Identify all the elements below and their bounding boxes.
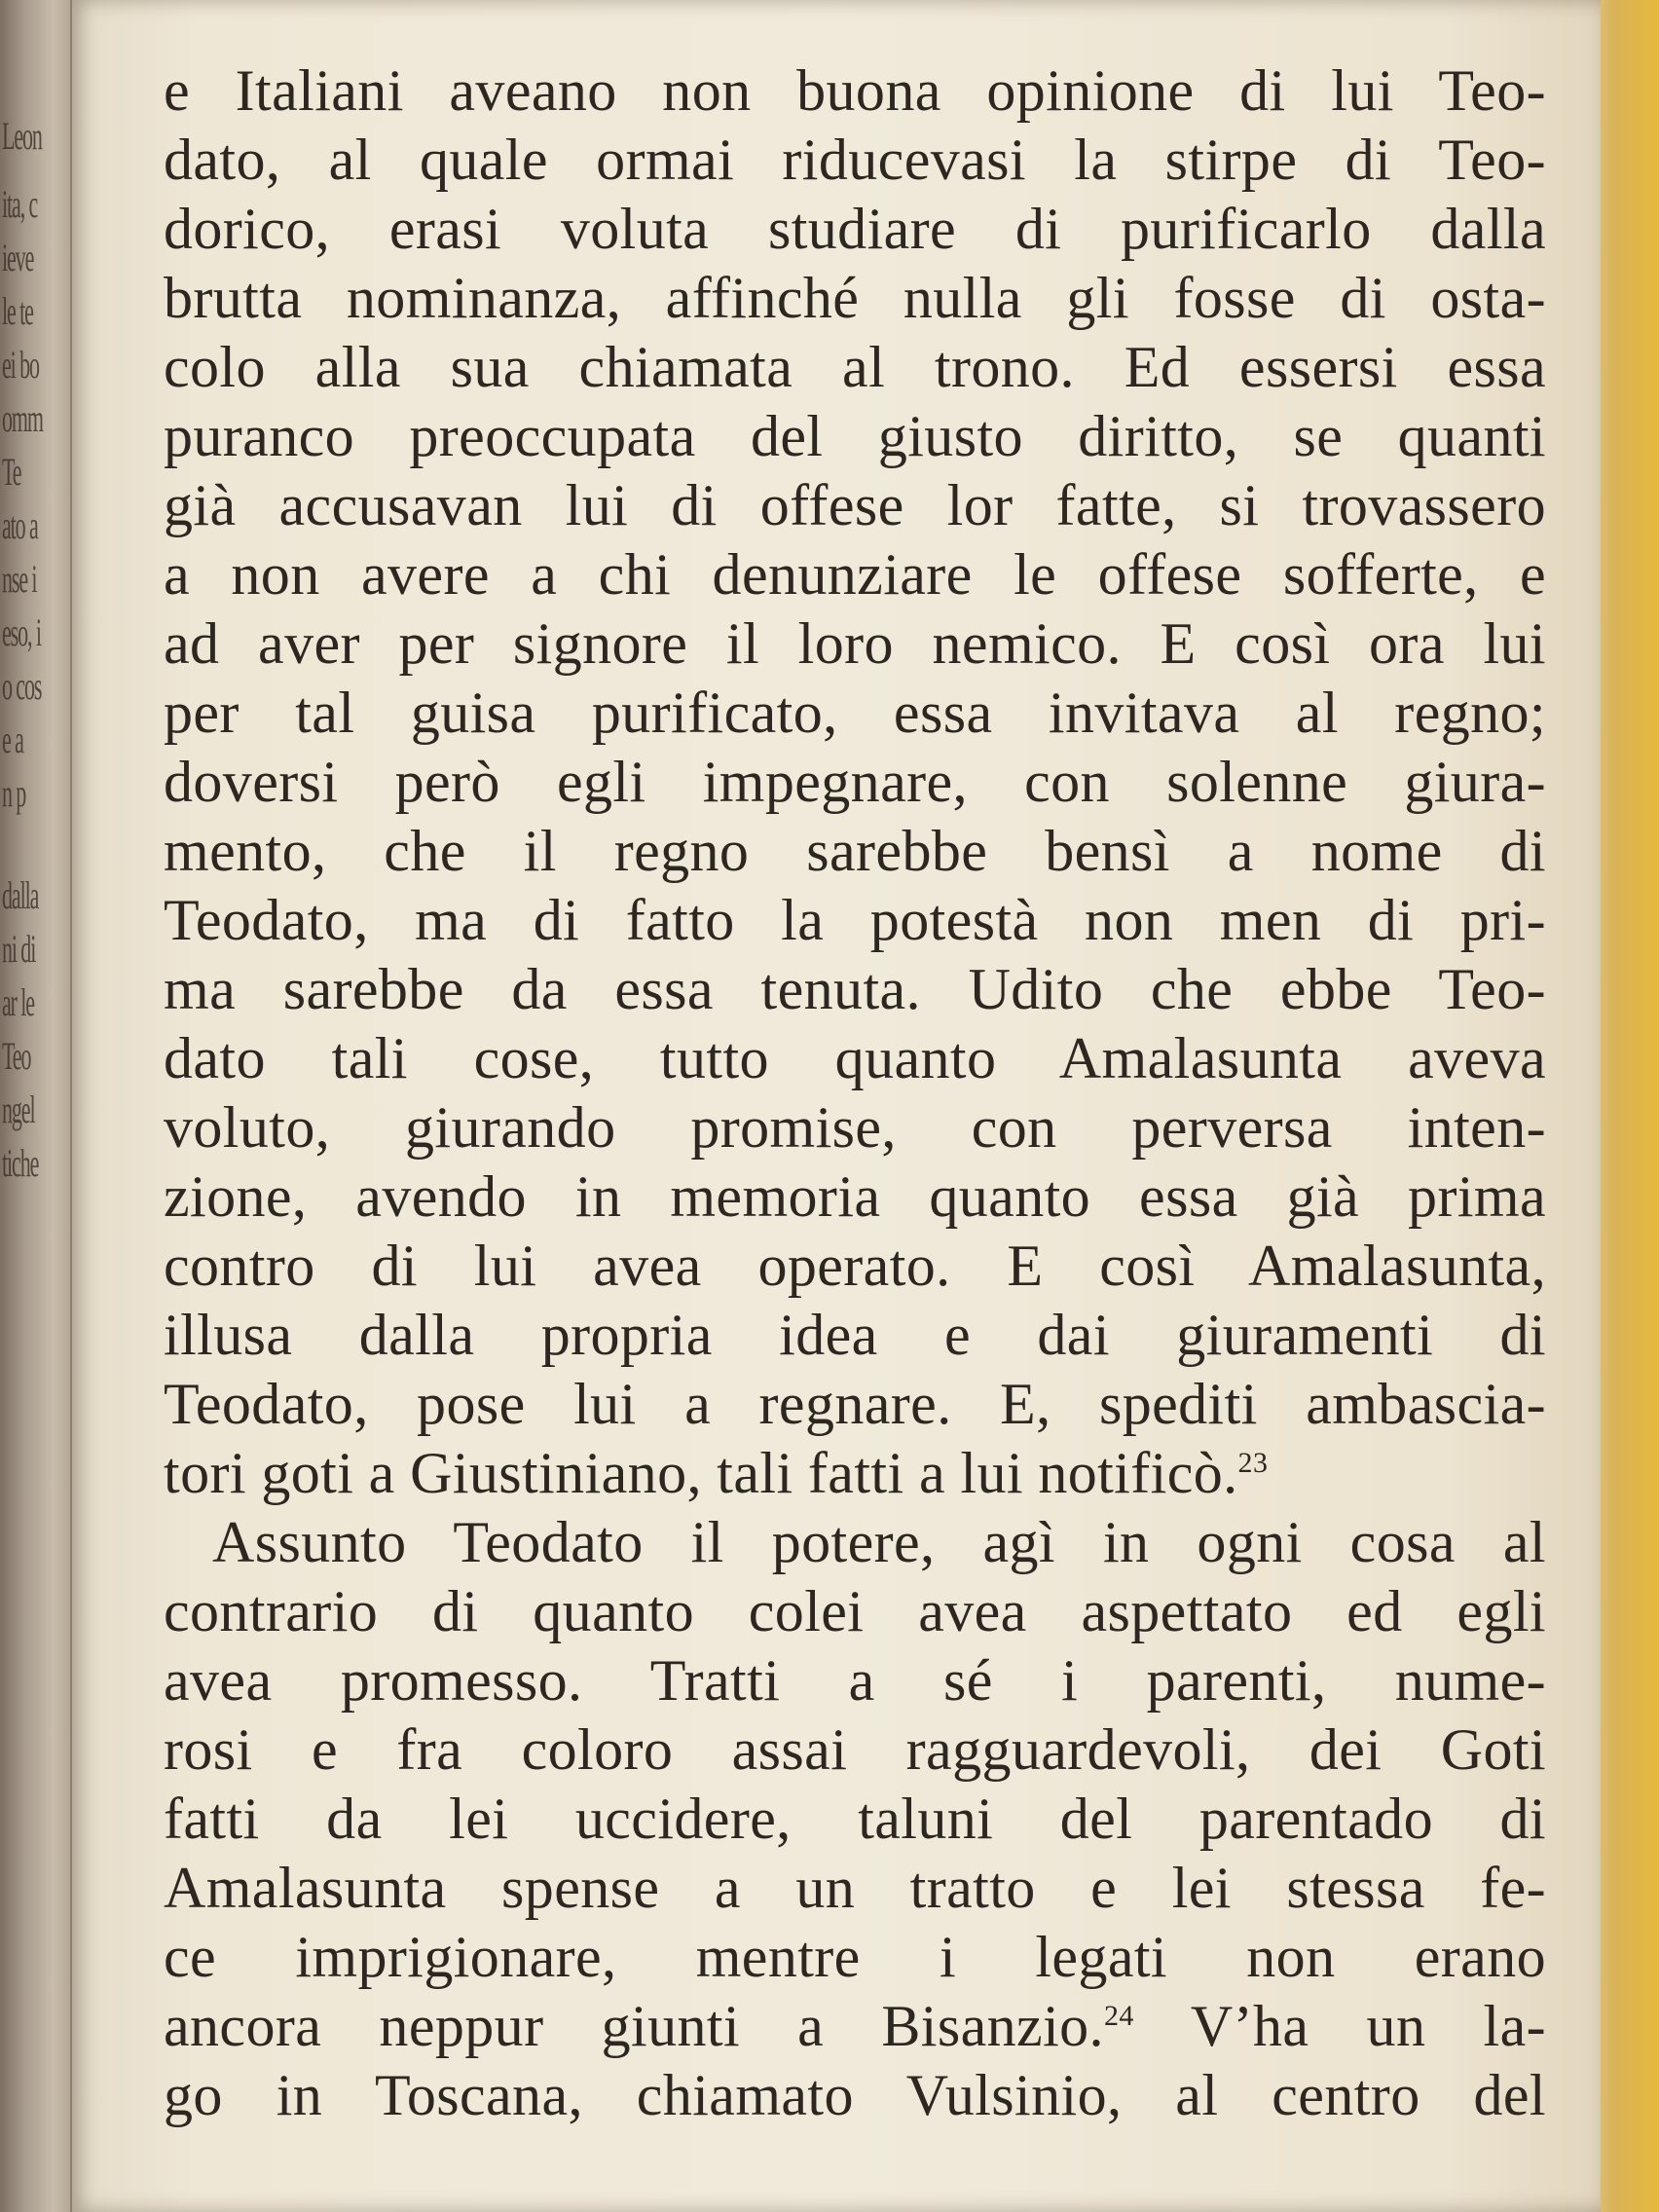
left-page-fragment: ni di: [2, 927, 36, 971]
text-line: colo alla sua chiamata al trono. Ed essersi essa: [164, 335, 1546, 399]
left-page-fragment: Teo: [2, 1034, 31, 1078]
left-page-fragment: Leon: [2, 114, 42, 158]
text-line: contrario di quanto colei avea aspettato ed egli: [164, 1579, 1546, 1643]
footnote-marker: 23: [1237, 1447, 1269, 1479]
text-line: a non avere a chi denunziare le offese sofferte, e: [164, 542, 1546, 607]
left-page-fragment: ieve: [2, 236, 34, 279]
left-page-fragment: ei bo: [2, 343, 39, 387]
left-page-fragment: eso, i: [2, 610, 41, 654]
footnote-marker: 24: [1103, 2000, 1134, 2032]
left-page-fragment: ato a: [2, 503, 38, 547]
left-page-fragment: omm: [2, 396, 43, 440]
text-line: Amalasunta spense a un tratto e lei stessa fe-: [164, 1856, 1546, 1920]
text-line: fatti da lei uccidere, taluni del parentado di: [164, 1787, 1546, 1851]
text-line: avea promesso. Tratti a sé i parenti, nume-: [164, 1648, 1546, 1713]
text-line: rosi e fra coloro assai ragguardevoli, dei Goti: [164, 1717, 1546, 1782]
left-page-fragment: tiche: [2, 1141, 39, 1185]
left-page-fragment: Te: [2, 450, 21, 494]
text-line: e Italiani aveano non buona opinione di lui Teo-: [164, 58, 1546, 123]
body-text: [164, 56, 1546, 2130]
text-line-paragraph-start: Assunto Teodato il potere, agì in ogni cosa al: [212, 1510, 1546, 1574]
left-page-fragment: dalla: [2, 873, 39, 917]
text-line: mento, che il regno sarebbe bensì a nome di: [164, 819, 1546, 883]
text-line-with-footnote: [164, 1439, 1546, 1508]
book-page: [72, 0, 1601, 2212]
text-line: per tal guisa purificato, essa invitava al regno;: [164, 681, 1546, 745]
text-line-with-footnote: [164, 1992, 1546, 2061]
text-line: ma sarebbe da essa tenuta. Udito che ebbe Teo-: [164, 957, 1546, 1021]
text-line: voluto, giurando promise, con perversa inten-: [164, 1095, 1546, 1160]
text-line: dato, al quale ormai riducevasi la stirpe di Teo-: [164, 128, 1546, 192]
left-page-fragment: e a: [2, 718, 23, 761]
text-line: già accusavan lui di offese lor fatte, si trovassero: [164, 473, 1546, 537]
previous-page-edge: [0, 0, 72, 2212]
text-line: brutta nominanza, affinché nulla gli fosse di osta-: [164, 266, 1546, 330]
left-page-fragment: le te: [2, 289, 33, 333]
text-line: ad aver per signore il loro nemico. E così ora lui: [164, 611, 1546, 676]
text-line: zione, avendo in memoria quanto essa già prima: [164, 1164, 1546, 1229]
text-line: go in Toscana, chiamato Vulsinio, al centro del: [164, 2063, 1546, 2127]
text-line: dorico, erasi voluta studiare di purificarlo dalla: [164, 197, 1546, 261]
left-page-fragment: o cos: [2, 664, 42, 708]
text-line: Teodato, pose lui a regnare. E, spediti ambascia-: [164, 1372, 1546, 1436]
text-line: ce imprigionare, mentre i legati non erano: [164, 1925, 1546, 1989]
text-line: puranco preoccupata del giusto diritto, se quanti: [164, 404, 1546, 468]
text-line-tail: V’ha un la-: [1190, 1994, 1546, 2058]
left-page-fragment: ngel: [2, 1088, 35, 1131]
text-line: dato tali cose, tutto quanto Amalasunta aveva: [164, 1026, 1546, 1090]
left-page-fragment: nse i: [2, 557, 37, 601]
text-line: tori goti a Giustiniano, tali fatti a lui notificò.: [164, 1441, 1238, 1505]
left-page-fragment: ita, c: [2, 182, 38, 226]
left-page-fragment: ar le: [2, 980, 34, 1024]
text-line: doversi però egli impegnare, con solenne giura-: [164, 750, 1546, 814]
text-line: illusa dalla propria idea e dai giuramenti di: [164, 1303, 1546, 1367]
left-page-fragment: n p: [2, 771, 26, 815]
text-line: ancora neppur giunti a Bisanzio.: [164, 1994, 1104, 2058]
text-line: Teodato, ma di fatto la potestà non men di pri-: [164, 888, 1546, 952]
text-line: contro di lui avea operato. E così Amalasunta,: [164, 1234, 1546, 1298]
